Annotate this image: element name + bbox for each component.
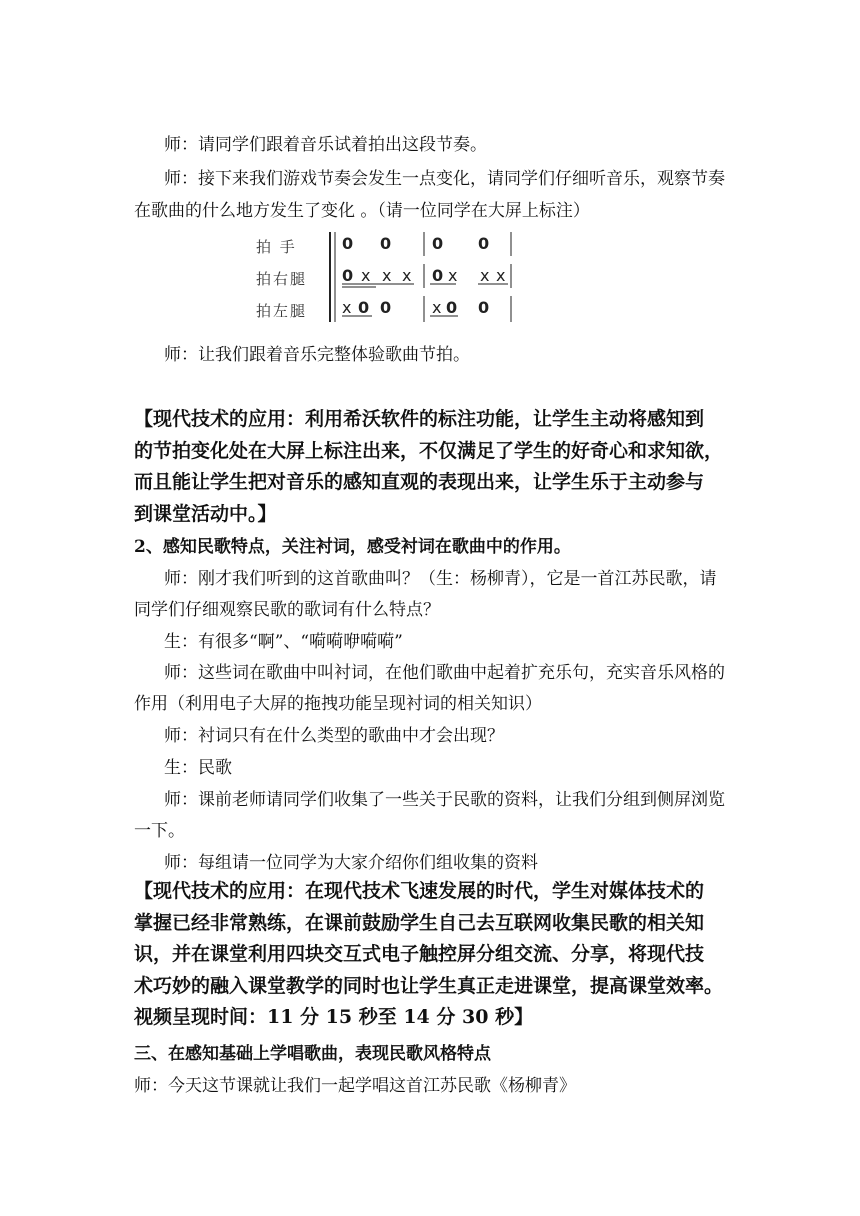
paragraph: 师：每组请一位同学为大家介绍你们组收集的资料 bbox=[164, 853, 538, 873]
rhythm-note: 0 bbox=[432, 234, 444, 253]
paragraph: 师：请同学们跟着音乐试着拍出这段节奏。 bbox=[164, 135, 487, 155]
rhythm-label-left-leg: 拍左腿 bbox=[256, 302, 308, 320]
rhythm-note: x bbox=[382, 266, 392, 285]
tech-application-note-2 bbox=[134, 876, 734, 1034]
rhythm-label-clap: 拍 手 bbox=[256, 238, 297, 256]
paragraph: 师：让我们跟着音乐完整体验歌曲节拍。 bbox=[164, 345, 470, 365]
rhythm-note: 0 bbox=[478, 298, 490, 317]
paragraph: 师：这些词在歌曲中叫衬词，在他们歌曲中起着扩充乐句，充实音乐风格的 bbox=[164, 663, 725, 683]
rhythm-note: 0 bbox=[358, 298, 370, 317]
note-line: 【现代技术的应用：利用希沃软件的标注功能，让学生主动将感知到 bbox=[134, 408, 705, 430]
paragraph: 师：今天这节课就让我们一起学唱这首江苏民歌《杨柳青》 bbox=[134, 1076, 576, 1096]
paragraph-continued: 同学们仔细观察民歌的歌词有什么特点？ bbox=[134, 600, 440, 620]
rhythm-note: 0 bbox=[432, 266, 444, 285]
rhythm-note: 0 bbox=[380, 234, 392, 253]
rhythm-label-right-leg: 拍右腿 bbox=[256, 270, 308, 288]
rhythm-note: 0 bbox=[380, 298, 392, 317]
rhythm-note: x bbox=[432, 298, 442, 317]
note-line: 术巧妙的融入课堂教学的同时也让学生真正走进课堂，提高课堂效率。 bbox=[134, 974, 724, 997]
rhythm-note: 0 bbox=[446, 298, 458, 317]
paragraph-continued: 作用（利用电子大屏的拖拽功能呈现衬词的相关知识） bbox=[134, 694, 542, 714]
rhythm-note: x bbox=[480, 266, 490, 285]
rhythm-note: x bbox=[361, 266, 371, 285]
note-line: 识，并在课堂利用四块交互式电子触控屏分组交流、分享，将现代技 bbox=[134, 943, 705, 965]
tech-application-note-1 bbox=[134, 404, 734, 530]
rhythm-notation bbox=[256, 226, 518, 326]
rhythm-note: x bbox=[448, 266, 458, 285]
note-line: 视频呈现时间：11 分 15 秒至 14 分 30 秒】 bbox=[134, 1006, 534, 1028]
note-line: 的节拍变化处在大屏上标注出来，不仅满足了学生的好奇心和求知欲， bbox=[134, 439, 724, 462]
rhythm-note: x bbox=[496, 266, 506, 285]
paragraph: 师：衬词只有在什么类型的歌曲中才会出现？ bbox=[164, 726, 504, 746]
rhythm-note: 0 bbox=[342, 234, 354, 253]
note-line: 掌握已经非常熟练，在课前鼓励学生自己去互联网收集民歌的相关知 bbox=[134, 911, 705, 934]
paragraph: 师：刚才我们听到的这首歌曲叫？（生：杨柳青），它是一首江苏民歌，请 bbox=[164, 569, 717, 589]
paragraph: 生：有很多“啊”、“嗬嗬咿嗬嗬” bbox=[164, 632, 403, 652]
note-line: 【现代技术的应用：在现代技术飞速发展的时代，学生对媒体技术的 bbox=[134, 880, 705, 902]
paragraph: 师：接下来我们游戏节奏会发生一点变化，请同学们仔细听音乐，观察节奏 bbox=[164, 169, 725, 189]
note-line: 到课堂活动中。】 bbox=[134, 502, 277, 525]
paragraph-continued: 在歌曲的什么地方发生了变化 。（请一位同学在大屏上标注） bbox=[134, 201, 590, 221]
paragraph: 生：民歌 bbox=[164, 758, 232, 778]
section-heading: 2、感知民歌特点，关注衬词，感受衬词在歌曲中的作用。 bbox=[134, 537, 571, 557]
rhythm-note: 0 bbox=[478, 234, 490, 253]
paragraph-continued: 一下。 bbox=[134, 821, 185, 841]
rhythm-note: x bbox=[342, 298, 352, 317]
rhythm-note: 0 bbox=[342, 266, 354, 285]
section-heading: 三、在感知基础上学唱歌曲，表现民歌风格特点 bbox=[134, 1044, 491, 1064]
rhythm-note: x bbox=[402, 266, 412, 285]
note-line: 而且能让学生把对音乐的感知直观的表现出来，让学生乐于主动参与 bbox=[134, 471, 705, 493]
paragraph: 师：课前老师请同学们收集了一些关于民歌的资料，让我们分组到侧屏浏览 bbox=[164, 790, 725, 810]
